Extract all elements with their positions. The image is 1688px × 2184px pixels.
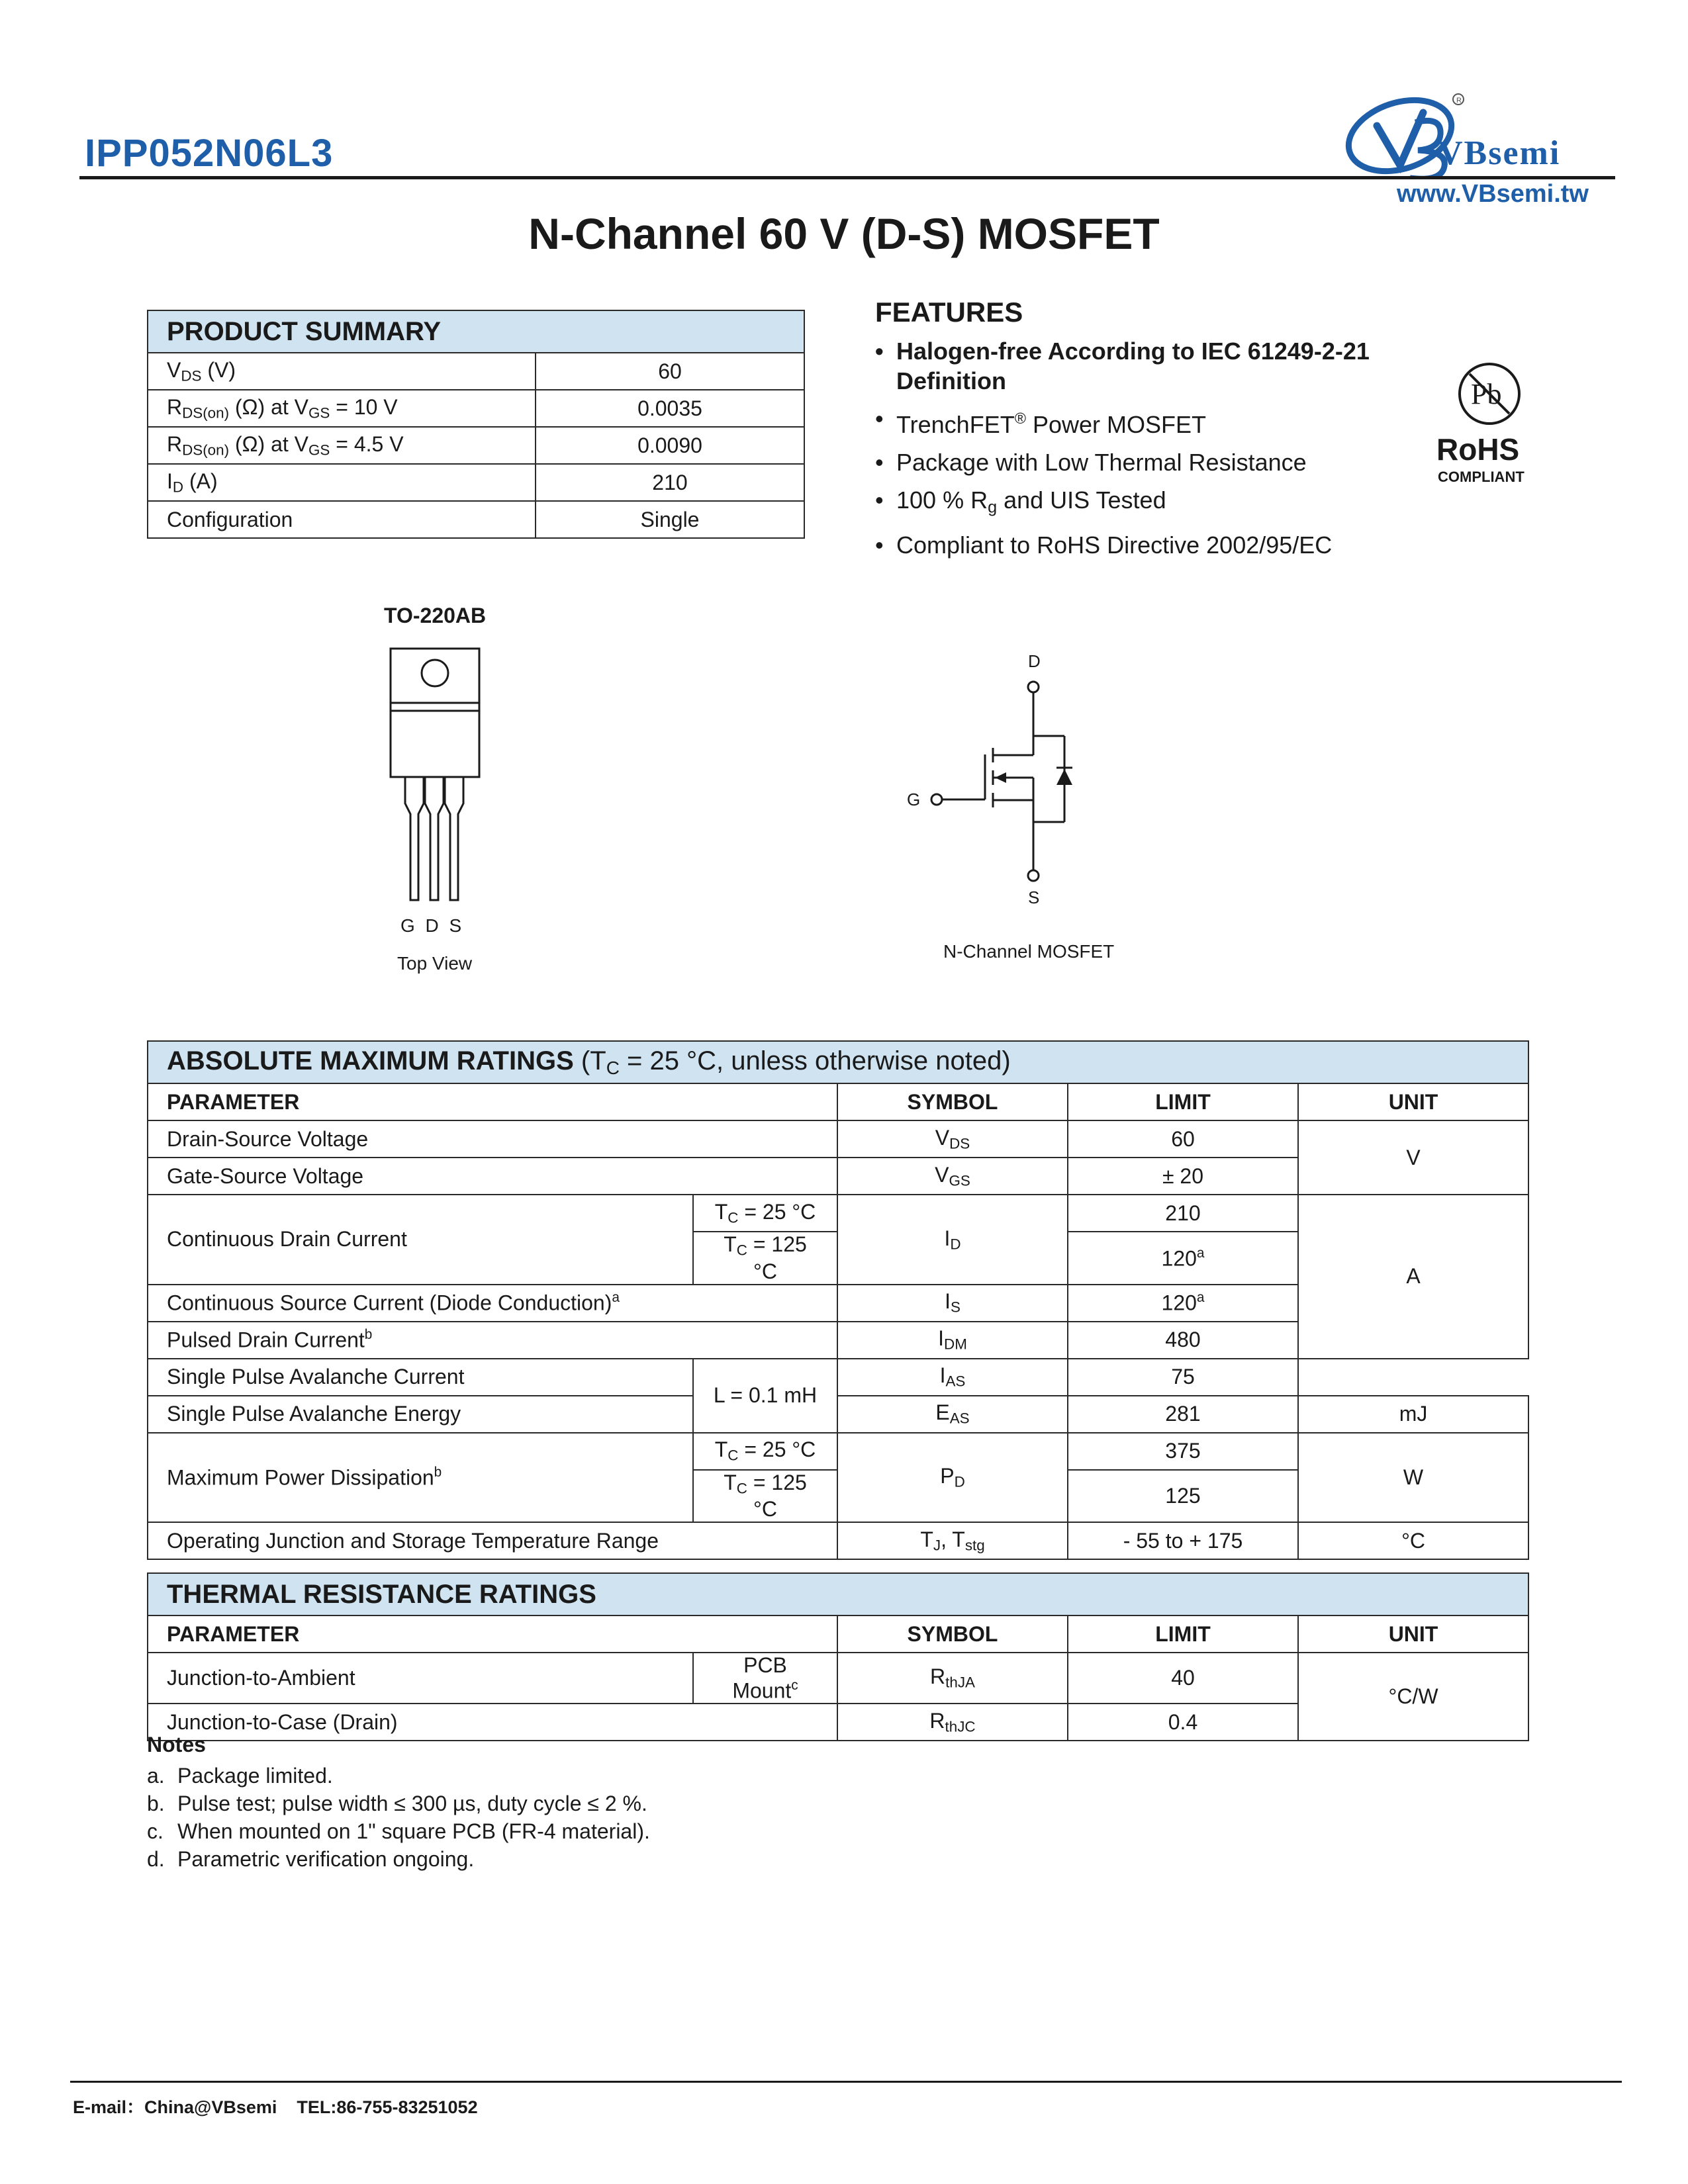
symbol-cell: $I_{DM}$ [837,1322,1068,1359]
note-text: Package limited. [177,1764,333,1788]
product-summary-title: PRODUCT SUMMARY [148,310,804,353]
limit-cell: 75 [1068,1359,1298,1396]
table-row [148,353,804,390]
param-cell: Junction-to-Case (Drain) [148,1704,837,1741]
list-item: • Package with Low Thermal Resistance [875,447,1471,477]
param-cell: Maximum Power Dissipation$^b$ [148,1433,693,1523]
param-cell: Configuration [148,501,536,538]
list-item [147,1817,650,1845]
limit-cell: 0.4 [1068,1704,1298,1741]
svg-text:Pb: Pb [1471,378,1502,410]
unit-cell: A [1298,1195,1528,1359]
col-header-unit: UNIT [1298,1615,1528,1653]
abs-max-title-text: ABSOLUTE MAXIMUM RATINGS [167,1046,574,1075]
symbol-cell: $V_{DS}$ [837,1120,1068,1158]
condition-cell: $T_C = 125$ °C [693,1470,837,1523]
symbol-cell: $R_{thJA}$ [837,1653,1068,1704]
param-cell: Gate-Source Voltage [148,1158,837,1195]
table-row [148,501,804,538]
table-header-row [148,1083,1528,1120]
list-item: • Halogen-free According to IEC 61249-2-21 Definition [875,336,1471,396]
limit-cell: 125 [1068,1470,1298,1523]
list-item: • Compliant to RoHS Directive 2002/95/EC [875,530,1471,560]
features-list [875,336,1471,568]
value-cell: Single [536,501,804,538]
symbol-label: N-Channel MOSFET [943,941,1115,962]
symbol-cell: $P_D$ [837,1433,1068,1523]
table-row [148,427,804,464]
note-key: b. [147,1792,165,1815]
rohs-compliant-label: COMPLIANT [1438,469,1524,485]
unit-cell: °C/W [1298,1653,1528,1741]
notes-title: Notes [147,1733,206,1756]
table-row [148,1120,1528,1158]
gate-label: G [907,790,921,809]
limit-cell: 480 [1068,1322,1298,1359]
list-item: • 100 % $R_g$ and UIS Tested [875,485,1471,522]
list-item: • TrenchFET® Power MOSFET [875,404,1471,439]
symbol-cell: $E_{AS}$ [837,1396,1068,1433]
note-text: Parametric verification ongoing. [177,1847,475,1871]
col-header-limit: LIMIT [1068,1083,1298,1120]
absolute-max-ratings-table [147,1040,1529,1560]
n-channel-mosfet-symbol-icon [907,649,1105,913]
table-row [148,464,804,501]
col-header-symbol: SYMBOL [837,1615,1068,1653]
unit-cell: °C [1298,1522,1528,1559]
table-row [148,1396,1528,1433]
param-cell: Junction-to-Ambient [148,1653,693,1704]
header-divider [79,176,1615,179]
symbol-cell: $I_D$ [837,1195,1068,1285]
package-name: TO-220AB [384,604,487,627]
unit-cell: V [1298,1120,1528,1195]
col-header-parameter: PARAMETER [148,1083,837,1120]
list-item [147,1762,650,1790]
value-cell: 0.0090 [536,427,804,464]
list-item [147,1845,650,1873]
features-title: FEATURES [875,296,1023,328]
condition-cell: PCB Mount$^c$ [693,1653,837,1704]
condition-cell: $T_C = 25$ °C [693,1195,837,1232]
table-row [148,1522,1528,1559]
symbol-cell: $V_{GS}$ [837,1158,1068,1195]
footer-contact: E-mail：China@VBsemi TEL:86-755-83251052 [73,2097,478,2117]
limit-cell: 120$^a$ [1068,1232,1298,1285]
table-row [148,1359,1528,1396]
limit-cell: 375 [1068,1433,1298,1470]
col-header-parameter: PARAMETER [148,1615,837,1653]
symbol-cell: $I_S$ [837,1285,1068,1322]
note-text: Pulse test; pulse width ≤ 300 µs, duty cycle ≤ 2 %. [177,1792,647,1815]
note-key: c. [147,1819,164,1843]
value-cell: 210 [536,464,804,501]
note-key: d. [147,1847,165,1871]
abs-max-condition: ($T_C = 25$ °C, unless otherwise noted) [581,1046,1011,1078]
table-row [148,1433,1528,1470]
rohs-badge: RoHS [1436,432,1520,467]
limit-cell: - 55 to + 175 [1068,1522,1298,1559]
unit-cell: mJ [1298,1396,1528,1433]
source-label: S [1028,887,1040,907]
limit-value: 120 [1161,1291,1197,1315]
table-header-row [148,1615,1528,1653]
note-key: a. [147,1764,165,1788]
param-cell: Drain-Source Voltage [148,1120,837,1158]
limit-cell: 40 [1068,1653,1298,1704]
col-header-unit: UNIT [1298,1083,1528,1120]
limit-cell: 120$^a$ [1068,1285,1298,1322]
unit-cell: W [1298,1433,1528,1523]
drain-label: D [1028,651,1041,671]
limit-cell: 60 [1068,1120,1298,1158]
col-header-symbol: SYMBOL [837,1083,1068,1120]
param-cell: Pulsed Drain Current$^b$ [148,1322,837,1359]
param-cell: $R_{DS(on)}$ (Ω) at $V_{GS} = 4.5$ V [148,427,536,464]
website-link[interactable]: www.VBsemi.tw [1397,180,1589,208]
thermal-title: THERMAL RESISTANCE RATINGS [148,1573,1528,1615]
value-cell: 60 [536,353,804,390]
col-header-limit: LIMIT [1068,1615,1298,1653]
table-row [148,1653,1528,1704]
svg-text:R: R [1456,97,1462,105]
limit-cell: ± 20 [1068,1158,1298,1195]
part-number: IPP052N06L3 [85,132,334,175]
param-cell: Continuous Drain Current [148,1195,693,1285]
condition-cell: $T_C = 25$ °C [693,1433,837,1470]
limit-cell: 210 [1068,1195,1298,1232]
pb-free-icon [1456,361,1523,427]
symbol-cell: $T_J$, $T_{stg}$ [837,1522,1068,1559]
param-cell: Continuous Source Current (Diode Conduction)$^a$ [148,1285,837,1322]
page-title: N-Channel 60 V (D-S) MOSFET [528,209,1160,258]
param-cell: Single Pulse Avalanche Current [148,1359,693,1396]
condition-cell: $T_C = 125$ °C [693,1232,837,1285]
to220-package-icon [377,635,496,940]
param-cell: $V_{DS}$ (V) [148,353,536,390]
abs-max-title [148,1041,1528,1083]
condition-cell: L = 0.1 mH [693,1359,837,1433]
param-cell: $R_{DS(on)}$ (Ω) at $V_{GS} = 10$ V [148,390,536,427]
list-item [147,1790,650,1817]
note-text: When mounted on 1" square PCB (FR-4 material). [177,1819,650,1843]
product-summary-table [147,310,805,539]
package-view-label: Top View [397,953,473,974]
limit-value: 120 [1161,1246,1197,1271]
symbol-cell: $I_{AS}$ [837,1359,1068,1396]
param-cell: Single Pulse Avalanche Energy [148,1396,693,1433]
notes-list [147,1762,650,1873]
table-row [148,1195,1528,1232]
thermal-resistance-table [147,1572,1529,1741]
pin-labels: G D S [400,915,465,936]
param-cell: $I_D$ (A) [148,464,536,501]
value-cell: 0.0035 [536,390,804,427]
param-cell: Operating Junction and Storage Temperature Range [148,1522,837,1559]
symbol-cell: $R_{thJC}$ [837,1704,1068,1741]
footer-divider [70,2081,1622,2083]
table-row [148,390,804,427]
limit-cell: 281 [1068,1396,1298,1433]
brand-name: VBsemi [1438,134,1561,172]
